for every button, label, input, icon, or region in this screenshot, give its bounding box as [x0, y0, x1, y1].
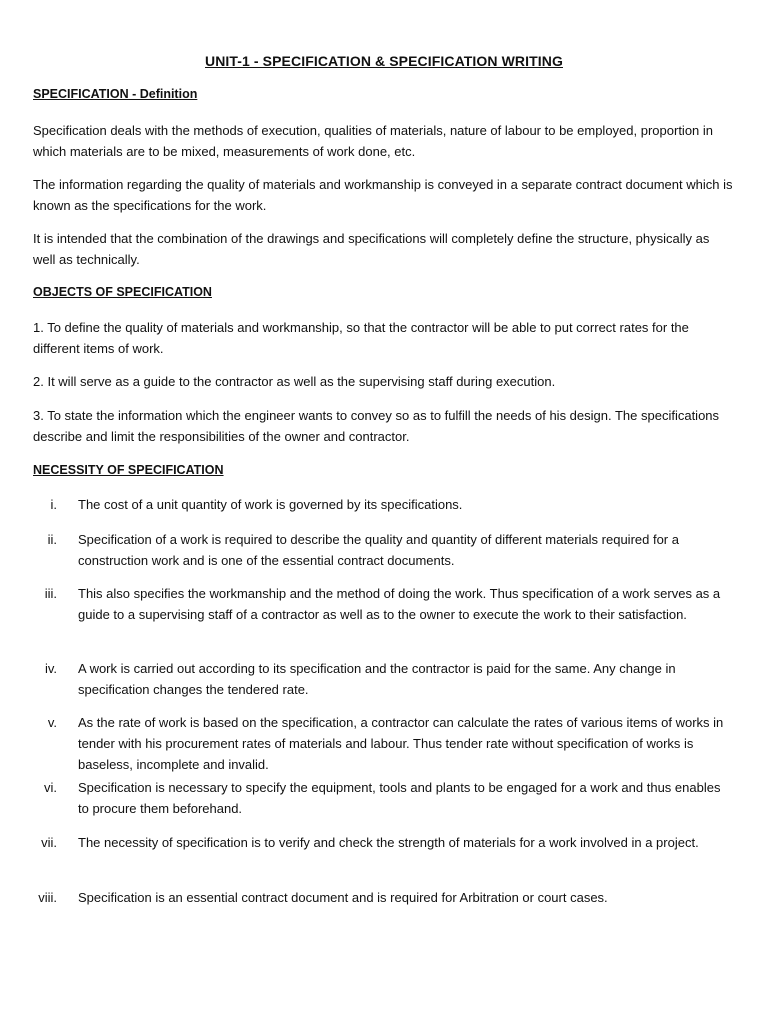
heading-necessity: NECESSITY OF SPECIFICATION: [33, 463, 224, 477]
objects-paragraph-1: 1. To define the quality of materials and workmanship, so that the contractor will be able to put correct rates for the different items of work.: [33, 320, 689, 356]
list-item-text: Specification is an essential contract document and is required for Arbitration or court cases.: [78, 890, 608, 905]
page-title: UNIT-1 - SPECIFICATION & SPECIFICATION WRITING: [205, 53, 563, 69]
heading-objects: OBJECTS OF SPECIFICATION: [33, 285, 212, 299]
list-item-text: The cost of a unit quantity of work is governed by its specifications.: [78, 497, 463, 512]
list-item-number: v.: [47, 715, 57, 730]
objects-paragraph-3: 3. To state the information which the engineer wants to convey so as to fulfill the needs of his design. The specifications describe and limit the responsibilities of the owner and contractor.: [33, 408, 720, 444]
list-item-number: iv.: [44, 661, 57, 676]
list-item-number: viii.: [38, 890, 57, 905]
list-item-text: As the rate of work is based on the specification, a contractor can calculate the rates of various items of works in tender with his procurement rates of materials and labour. Thus tender rate without specification of works is baseless, incomplete and invalid.: [78, 715, 724, 772]
list-item-text: This also specifies the workmanship and the method of doing the work. Thus specification of a work serves as a guide to a supervising staff of a contractor as well as to the owner to execute the work to their satisfaction.: [78, 586, 721, 622]
heading-definition: SPECIFICATION - Definition: [33, 87, 198, 101]
list-item-number: vii.: [41, 835, 57, 850]
list-item-text: A work is carried out according to its specification and the contractor is paid for the same. Any change in specification changes the tendered rate.: [78, 661, 676, 697]
definition-paragraph-3: It is intended that the combination of the drawings and specifications will completely define the structure, physically as well as technically.: [33, 231, 710, 267]
definition-paragraph-1: Specification deals with the methods of execution, qualities of materials, nature of labour to be employed, proportion in which materials are to be mixed, measurements of work done, etc.: [33, 123, 714, 159]
list-item-number: i.: [50, 497, 57, 512]
list-item-text: The necessity of specification is to verify and check the strength of materials for a work involved in a project.: [78, 835, 699, 850]
list-item-number: ii.: [47, 532, 57, 547]
definition-paragraph-2: The information regarding the quality of materials and workmanship is conveyed in a separate contract document which is known as the specifications for the work.: [33, 177, 733, 213]
list-item-number: iii.: [44, 586, 57, 601]
list-item-text: Specification of a work is required to describe the quality and quantity of different materials required for a construction work and is one of the essential contract documents.: [78, 532, 679, 568]
objects-paragraph-2: 2. It will serve as a guide to the contractor as well as the supervising staff during execution.: [33, 374, 556, 389]
list-item-text: Specification is necessary to specify the equipment, tools and plants to be engaged for a work and thus enables to procure them beforehand.: [78, 780, 721, 816]
list-item-number: vi.: [44, 780, 57, 795]
